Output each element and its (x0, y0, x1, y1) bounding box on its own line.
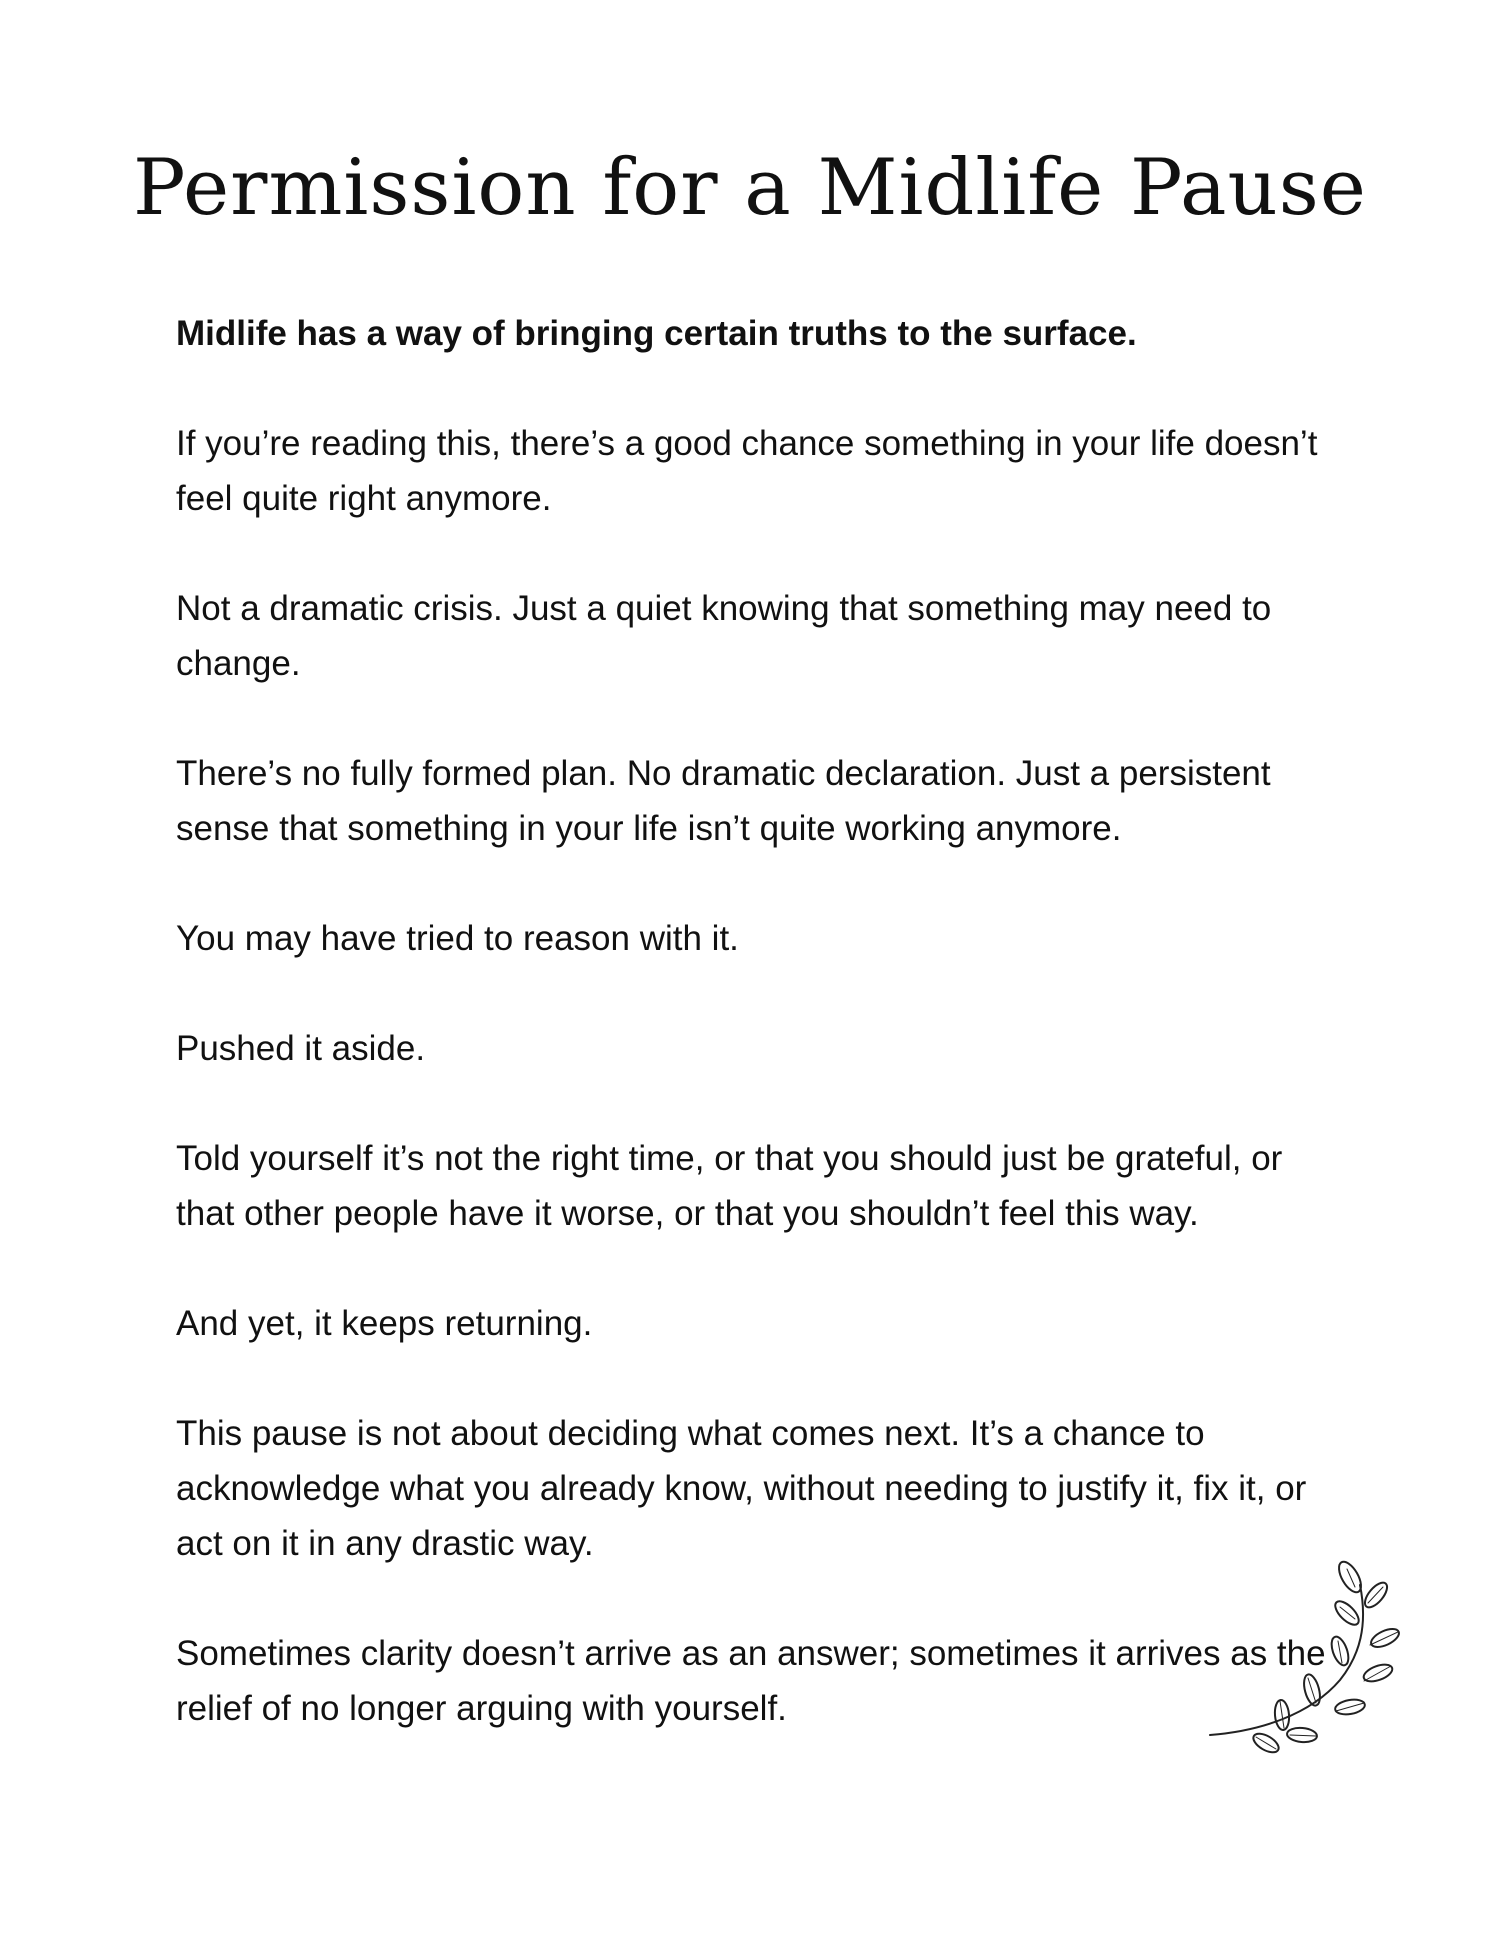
body-text (176, 306, 1326, 1791)
lead-paragraph: Midlife has a way of bringing certain truths to the surface. (176, 314, 1137, 353)
paragraph-2: Not a dramatic crisis. Just a quiet knowing that something may need to change. (176, 589, 1272, 683)
paragraph-5: Pushed it aside. (176, 1029, 426, 1068)
paragraph-4: You may have tried to reason with it. (176, 919, 739, 958)
paragraph-7: And yet, it keeps returning. (176, 1304, 593, 1343)
page-title: Permission for a Midlife Pause (133, 143, 1367, 233)
paragraph-9: Sometimes clarity doesn’t arrive as an answer; sometimes it arrives as the relief of no longer arguing with yourself. (176, 1634, 1326, 1728)
paragraph-1: If you’re reading this, there’s a good chance something in your life doesn’t feel quite right anymore. (176, 424, 1318, 518)
leaf-sprig-icon (1200, 1555, 1400, 1765)
paragraph-6: Told yourself it’s not the right time, or that you should just be grateful, or that other people have it worse, or that you shouldn’t feel this way. (176, 1139, 1283, 1233)
paragraph-8: This pause is not about deciding what comes next. It’s a chance to acknowledge what you already know, without needing to justify it, fix it, or act on it in any drastic way. (176, 1414, 1307, 1563)
paragraph-3: There’s no fully formed plan. No dramatic declaration. Just a persistent sense that something in your life isn’t quite working anymore. (176, 754, 1271, 848)
